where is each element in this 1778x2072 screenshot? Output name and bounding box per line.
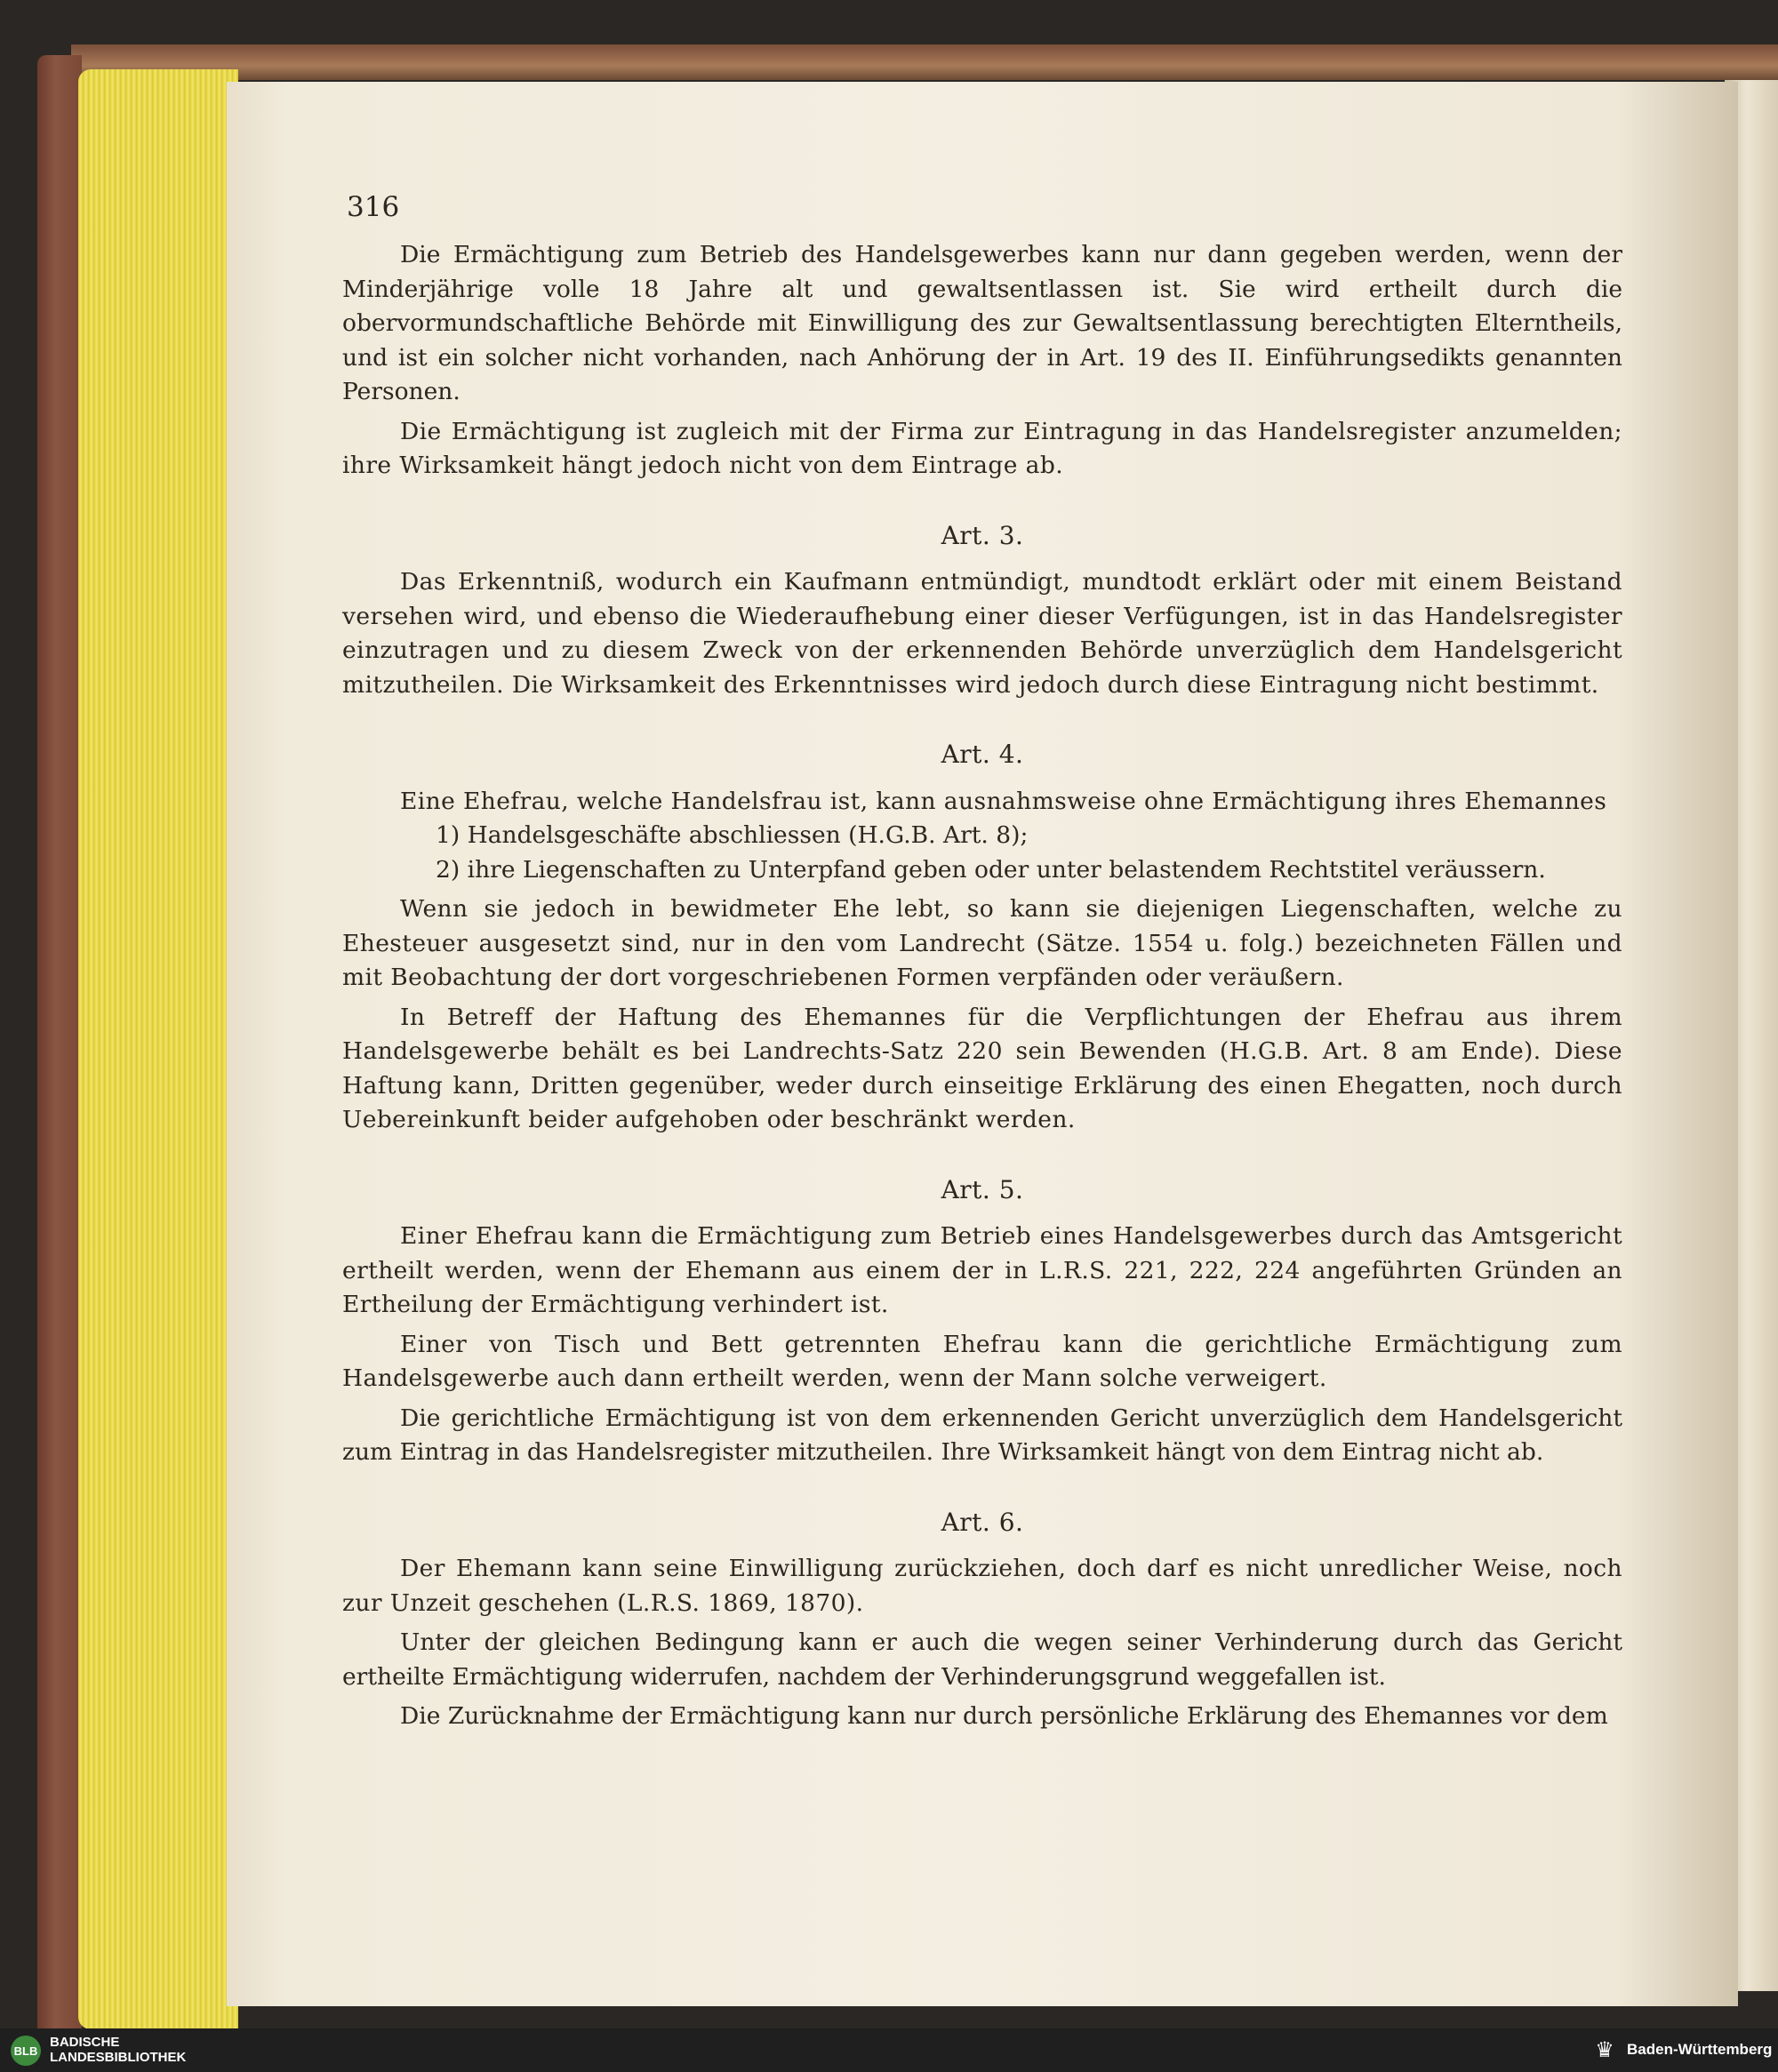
article-4-item-2: 2) ihre Liegenschaften zu Unterpfand geben oder unter belastendem Rechtstitel veräussern. [436,855,1546,884]
article-6-heading: Art. 6. [941,1507,1024,1537]
article-4-paragraph-3: In Betreff der Haftung des Ehemannes für die Verpflichtungen der Ehefrau aus ihrem Handelsgewerbe behält es bei Landrechts-Satz 220 sein Bewenden (H.G.B. Art. 8 am Ende). Diese Haftung kann, Dritten gegenüber, weder durch einseitige Erklärung des einen Ehegatten, noch durch Uebereinkunft beider aufgehoben oder beschränkt werden. [342,1003,1622,1133]
page-body-text [342,238,1622,1734]
article-6-paragraph-1: Der Ehemann kann seine Einwilligung zurückziehen, doch darf es nicht unredlicher Weise, noch zur Unzeit geschehen (L.R.S. 1869, 1870). [342,1555,1622,1617]
article-5-paragraph-3: Die gerichtliche Ermächtigung ist von dem erkennenden Gericht unverzüglich dem Handelsgericht zum Eintrag in das Handelsregister mitzutheilen. Ihre Wirksamkeit hängt von dem Eintrag nicht ab. [342,1404,1622,1466]
page-number: 316 [347,191,400,223]
article-4-paragraph-2: Wenn sie jedoch in bewidmeter Ehe lebt, so kann sie diejenigen Liegenschaften, welche zu Ehesteuer ausgesetzt sind, nur in den vom Landrecht (Sätze. 1554 u. folg.) bezeichneten Fällen und mit Beobachtung der dort vorgeschriebenen Formen verpfänden oder veräußern. [342,895,1622,991]
paragraph-intro-1: Die Ermächtigung zum Betrieb des Handelsgewerbes kann nur dann gegeben werden, wenn der Minderjährige volle 18 Jahre alt und gewaltsentlassen ist. Sie wird ertheilt durch die obervormundschaftliche Behörde mit Einwilligung des zur Gewaltsentlassung berechtigten Elterntheils, und ist ein solcher nicht vorhanden, nach Anhörung der in Art. 19 des II. Einführungsedikts genannten Personen. [342,241,1622,405]
article-5-paragraph-2: Einer von Tisch und Bett getrennten Ehefrau kann die gerichtliche Ermächtigung zum Handelsgewerbe auch dann ertheilt werden, wenn der Mann solche verweigert. [342,1330,1622,1392]
book-cover-spine [37,55,82,2042]
article-6-paragraph-2: Unter der gleichen Bedingung kann er auch die wegen seiner Verhinderung durch das Gericht ertheilte Ermächtigung widerrufen, nachdem der Verhinderungsgrund weggefallen ist. [342,1628,1622,1691]
paragraph-intro-2: Die Ermächtigung ist zugleich mit der Firma zur Eintragung in das Handelsregister anzumelden; ihre Wirksamkeit hängt jedoch nicht von dem Eintrage ab. [342,417,1622,479]
book-top-edge [71,44,1778,80]
article-6-paragraph-3: Die Zurücknahme der Ermächtigung kann nur durch persönliche Erklärung des Ehemannes vor dem [400,1702,1608,1730]
blb-logo-icon: BLB [11,2036,41,2066]
footer-bar [0,2028,1778,2072]
library-name-line-2: LANDESBIBLIOTHEK [50,2050,187,2065]
article-4-intro: Eine Ehefrau, welche Handelsfrau ist, kann ausnahmsweise ohne Ermächtigung ihres Ehemannes [400,787,1607,815]
library-name [50,2035,186,2065]
article-5-paragraph-1: Einer Ehefrau kann die Ermächtigung zum Betrieb eines Handelsgewerbes durch das Amtsgericht ertheilt werden, wenn der Ehemann aus einem der in L.R.S. 221, 222, 224 angeführten Gründen an Ertheilung der Ermächtigung verhindert ist. [342,1222,1622,1318]
page-stack-edge [78,69,238,2029]
article-4-heading: Art. 4. [941,740,1024,769]
state-name: Baden-Württemberg [1627,2041,1773,2058]
article-3-heading: Art. 3. [941,520,1024,550]
coat-of-arms-icon: ♛ [1595,2038,1614,2062]
article-5-heading: Art. 5. [941,1174,1024,1204]
library-name-line-1: BADISCHE [50,2035,120,2050]
article-4-item-1: 1) Handelsgeschäfte abschliessen (H.G.B. Art. 8); [436,821,1029,849]
article-3-text: Das Erkenntniß, wodurch ein Kaufmann entmündigt, mundtodt erklärt oder mit einem Beistand versehen wird, und ebenso die Wiederaufhebung einer dieser Verfügungen, ist in das Handelsregister einzutragen und zu diesem Zweck von der erkennenden Behörde unverzüglich dem Handelsgericht mitzutheilen. Die Wirksamkeit des Erkenntnisses wird jedoch durch diese Eintragung nicht bestimmt. [342,568,1622,699]
